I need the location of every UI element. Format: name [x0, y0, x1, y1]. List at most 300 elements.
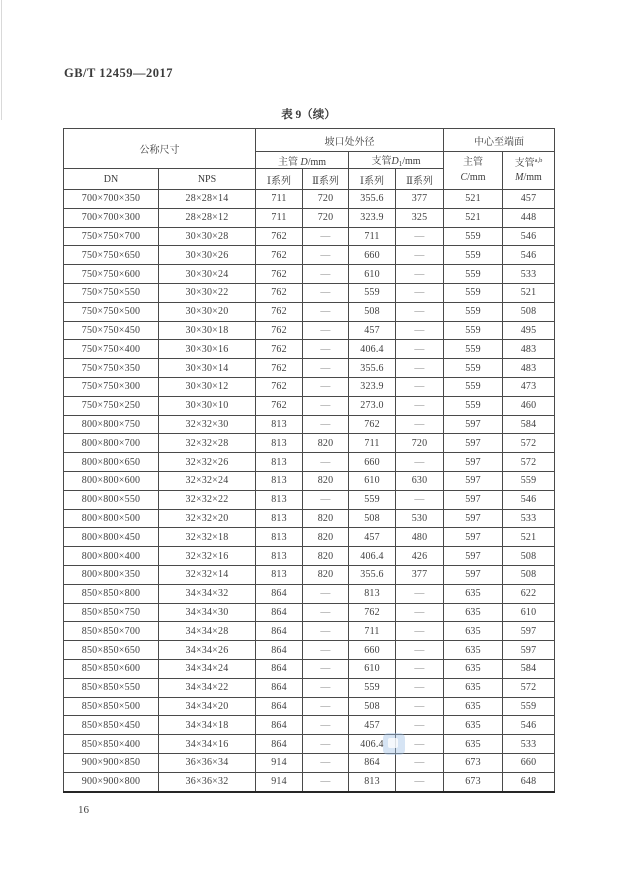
cell-dn: 850×850×450 — [64, 716, 159, 735]
cell-main-d-series2: — — [303, 678, 349, 697]
cell-main-d-series2: 820 — [303, 528, 349, 547]
cell-branch-d-series1: 406.4 — [349, 340, 396, 359]
cell-branch-m: 660 — [503, 753, 555, 772]
cell-nps: 34×34×18 — [159, 716, 256, 735]
cell-branch-d-series1: 355.6 — [349, 359, 396, 378]
cell-dn: 750×750×550 — [64, 283, 159, 302]
cell-branch-d-series2: — — [396, 302, 444, 321]
table-header — [64, 129, 555, 190]
cell-main-d-series2: — — [303, 603, 349, 622]
table-row — [64, 603, 555, 622]
cell-branch-d-series2: 720 — [396, 434, 444, 453]
cell-nps: 30×30×24 — [159, 265, 256, 284]
cell-dn: 700×700×300 — [64, 208, 159, 227]
cell-branch-d-series1: 813 — [349, 772, 396, 791]
cell-main-c: 559 — [444, 359, 503, 378]
branch-m-footnote-marker: a,b — [534, 156, 543, 164]
cell-dn: 900×900×800 — [64, 772, 159, 791]
table-row — [64, 471, 555, 490]
cell-branch-d-series2: — — [396, 678, 444, 697]
cell-main-d-series2: 820 — [303, 547, 349, 566]
cell-branch-d-series2: — — [396, 603, 444, 622]
cell-main-c: 635 — [444, 622, 503, 641]
cell-branch-m: 508 — [503, 547, 555, 566]
table-row — [64, 678, 555, 697]
table-row — [64, 190, 555, 209]
cell-dn: 750×750×600 — [64, 265, 159, 284]
cell-nps: 28×28×14 — [159, 190, 256, 209]
cell-main-d-series2: — — [303, 622, 349, 641]
cell-dn: 800×800×550 — [64, 490, 159, 509]
cell-branch-d-series1: 660 — [349, 453, 396, 472]
cell-branch-d-series2: — — [396, 584, 444, 603]
cell-nps: 32×32×28 — [159, 434, 256, 453]
header-nominal-size: 公称尺寸 — [64, 129, 256, 169]
cell-branch-m: 572 — [503, 434, 555, 453]
cell-main-d-series1: 762 — [256, 265, 303, 284]
cell-branch-d-series2: 530 — [396, 509, 444, 528]
cell-nps: 30×30×18 — [159, 321, 256, 340]
cell-branch-d-series1: 762 — [349, 603, 396, 622]
cell-branch-m: 460 — [503, 396, 555, 415]
cell-branch-d-series1: 864 — [349, 753, 396, 772]
cell-dn: 800×800×350 — [64, 565, 159, 584]
cell-main-d-series1: 813 — [256, 434, 303, 453]
main-pipe-label: 主管 — [463, 157, 483, 168]
cell-nps: 32×32×22 — [159, 490, 256, 509]
cell-main-d-series2: 720 — [303, 190, 349, 209]
cell-branch-m: 622 — [503, 584, 555, 603]
cell-main-d-series1: 813 — [256, 509, 303, 528]
cell-main-d-series1: 762 — [256, 302, 303, 321]
cell-main-d-series2: — — [303, 283, 349, 302]
m-variable: M — [515, 172, 524, 183]
cell-main-c: 559 — [444, 321, 503, 340]
cell-branch-d-series2: — — [396, 490, 444, 509]
cell-nps: 34×34×26 — [159, 641, 256, 660]
cell-branch-m: 533 — [503, 265, 555, 284]
cell-branch-m: 648 — [503, 772, 555, 791]
cell-main-c: 559 — [444, 227, 503, 246]
cell-branch-d-series2: — — [396, 641, 444, 660]
cell-branch-d-series1: 813 — [349, 584, 396, 603]
cell-nps: 32×32×16 — [159, 547, 256, 566]
cell-branch-d-series2: — — [396, 659, 444, 678]
cell-nps: 34×34×24 — [159, 659, 256, 678]
cell-branch-d-series1: 406.4 — [349, 735, 396, 754]
cell-branch-m: 584 — [503, 659, 555, 678]
cell-branch-d-series1: 559 — [349, 283, 396, 302]
table-row — [64, 396, 555, 415]
cell-branch-d-series1: 559 — [349, 678, 396, 697]
cell-dn: 850×850×650 — [64, 641, 159, 660]
table-row — [64, 528, 555, 547]
header-branch-d-series2: Ⅱ系列 — [396, 169, 444, 190]
cell-main-c: 559 — [444, 340, 503, 359]
cell-main-d-series2: — — [303, 716, 349, 735]
cell-branch-d-series1: 406.4 — [349, 547, 396, 566]
cell-branch-d-series2: 377 — [396, 565, 444, 584]
cell-main-d-series1: 864 — [256, 603, 303, 622]
table-row — [64, 208, 555, 227]
cell-nps: 34×34×30 — [159, 603, 256, 622]
cell-main-c: 559 — [444, 396, 503, 415]
cell-dn: 850×850×750 — [64, 603, 159, 622]
cell-branch-d-series2: 377 — [396, 190, 444, 209]
d-variable: D — [391, 156, 399, 167]
dimension-table — [63, 128, 555, 793]
cell-main-d-series2: — — [303, 453, 349, 472]
cell-main-d-series2: — — [303, 396, 349, 415]
cell-dn: 850×850×400 — [64, 735, 159, 754]
table-row — [64, 340, 555, 359]
cell-branch-d-series2: — — [396, 246, 444, 265]
cell-main-d-series1: 813 — [256, 415, 303, 434]
cell-main-c: 597 — [444, 415, 503, 434]
cell-branch-d-series2: — — [396, 340, 444, 359]
cell-dn: 850×850×500 — [64, 697, 159, 716]
cell-branch-d-series2: — — [396, 396, 444, 415]
cell-main-d-series1: 711 — [256, 208, 303, 227]
cell-branch-m: 546 — [503, 246, 555, 265]
table-row — [64, 716, 555, 735]
cell-main-d-series2: — — [303, 302, 349, 321]
table-row — [64, 735, 555, 754]
cell-branch-m: 508 — [503, 565, 555, 584]
cell-dn: 850×850×600 — [64, 659, 159, 678]
cell-main-c: 635 — [444, 603, 503, 622]
cell-dn: 800×800×650 — [64, 453, 159, 472]
cell-main-d-series2: — — [303, 772, 349, 791]
cell-branch-d-series2: — — [396, 359, 444, 378]
cell-branch-d-series1: 508 — [349, 697, 396, 716]
table-row — [64, 265, 555, 284]
cell-main-c: 597 — [444, 453, 503, 472]
cell-branch-d-series2: — — [396, 697, 444, 716]
cell-main-d-series1: 914 — [256, 772, 303, 791]
header-groove-od: 坡口处外径 — [256, 129, 444, 152]
table-row — [64, 659, 555, 678]
cell-main-c: 597 — [444, 547, 503, 566]
c-variable: C — [460, 171, 468, 183]
cell-main-d-series1: 762 — [256, 283, 303, 302]
table-title: 表 9（续） — [281, 109, 336, 121]
cell-main-d-series2: — — [303, 265, 349, 284]
table-row — [64, 772, 555, 791]
unit-label: /mm — [402, 156, 421, 167]
branch-pipe-label: 支管 — [514, 157, 535, 169]
cell-main-d-series1: 813 — [256, 490, 303, 509]
cell-branch-m: 521 — [503, 528, 555, 547]
table-row — [64, 584, 555, 603]
header-dn: DN — [64, 169, 159, 190]
cell-nps: 30×30×16 — [159, 340, 256, 359]
table-row — [64, 453, 555, 472]
cell-dn: 800×800×700 — [64, 434, 159, 453]
cell-main-c: 635 — [444, 716, 503, 735]
unit-label: /mm — [467, 171, 486, 183]
cell-branch-d-series1: 660 — [349, 246, 396, 265]
cell-main-d-series1: 762 — [256, 227, 303, 246]
cell-main-d-series2: — — [303, 359, 349, 378]
cell-branch-d-series1: 323.9 — [349, 208, 396, 227]
cell-main-c: 521 — [444, 208, 503, 227]
table-row — [64, 565, 555, 584]
cell-dn: 800×800×600 — [64, 471, 159, 490]
cell-main-c: 635 — [444, 584, 503, 603]
cell-dn: 750×750×500 — [64, 302, 159, 321]
cell-branch-d-series1: 457 — [349, 321, 396, 340]
cell-branch-m: 495 — [503, 321, 555, 340]
cell-branch-m: 457 — [503, 190, 555, 209]
table-row — [64, 415, 555, 434]
cell-branch-m: 572 — [503, 678, 555, 697]
cell-main-c: 559 — [444, 302, 503, 321]
cell-branch-d-series2: — — [396, 377, 444, 396]
cell-branch-m: 559 — [503, 471, 555, 490]
cell-main-d-series2: — — [303, 415, 349, 434]
cell-main-d-series2: 820 — [303, 434, 349, 453]
cell-branch-m: 584 — [503, 415, 555, 434]
cell-main-d-series1: 864 — [256, 584, 303, 603]
cell-main-d-series2: — — [303, 641, 349, 660]
cell-main-d-series1: 711 — [256, 190, 303, 209]
cell-branch-d-series1: 355.6 — [349, 190, 396, 209]
cell-branch-d-series1: 610 — [349, 265, 396, 284]
table-row — [64, 283, 555, 302]
table-row — [64, 246, 555, 265]
cell-branch-d-series2: — — [396, 622, 444, 641]
table-row — [64, 434, 555, 453]
cell-dn: 800×800×500 — [64, 509, 159, 528]
cell-main-d-series2: — — [303, 246, 349, 265]
cell-branch-d-series1: 610 — [349, 471, 396, 490]
cell-nps: 30×30×10 — [159, 396, 256, 415]
cell-branch-d-series1: 508 — [349, 302, 396, 321]
cell-dn: 750×750×250 — [64, 396, 159, 415]
cell-main-d-series2: — — [303, 659, 349, 678]
cell-main-d-series1: 864 — [256, 697, 303, 716]
cell-main-d-series1: 813 — [256, 565, 303, 584]
cell-main-d-series1: 813 — [256, 453, 303, 472]
unit-label: /mm — [307, 156, 327, 168]
cell-main-c: 673 — [444, 753, 503, 772]
cell-branch-d-series2: — — [396, 265, 444, 284]
cell-nps: 34×34×32 — [159, 584, 256, 603]
cell-dn: 700×700×350 — [64, 190, 159, 209]
table-row — [64, 547, 555, 566]
cell-main-d-series2: — — [303, 697, 349, 716]
cell-branch-d-series2: — — [396, 772, 444, 791]
cell-branch-m: 546 — [503, 716, 555, 735]
cell-branch-m: 448 — [503, 208, 555, 227]
cell-main-d-series2: — — [303, 584, 349, 603]
cell-nps: 30×30×12 — [159, 377, 256, 396]
cell-nps: 34×34×22 — [159, 678, 256, 697]
cell-dn: 850×850×800 — [64, 584, 159, 603]
cell-main-c: 521 — [444, 190, 503, 209]
cell-nps: 34×34×20 — [159, 697, 256, 716]
cell-dn: 800×800×750 — [64, 415, 159, 434]
standard-code: GB/T 12459—2017 — [64, 66, 174, 80]
cell-dn: 900×900×850 — [64, 753, 159, 772]
cell-branch-d-series1: 559 — [349, 490, 396, 509]
cell-branch-d-series2: — — [396, 227, 444, 246]
cell-main-d-series1: 914 — [256, 753, 303, 772]
cell-dn: 750×750×450 — [64, 321, 159, 340]
cell-dn: 750×750×400 — [64, 340, 159, 359]
cell-main-d-series1: 762 — [256, 246, 303, 265]
cell-branch-m: 533 — [503, 735, 555, 754]
header-branch-d1 — [349, 152, 444, 169]
cell-main-d-series2: — — [303, 753, 349, 772]
cell-main-d-series1: 864 — [256, 622, 303, 641]
cell-main-d-series1: 762 — [256, 321, 303, 340]
cell-dn: 850×850×550 — [64, 678, 159, 697]
cell-nps: 30×30×20 — [159, 302, 256, 321]
table-row — [64, 490, 555, 509]
cell-main-c: 673 — [444, 772, 503, 791]
cell-main-d-series2: — — [303, 377, 349, 396]
cell-nps: 34×34×28 — [159, 622, 256, 641]
watermark-icon — [383, 733, 405, 755]
cell-branch-m: 533 — [503, 509, 555, 528]
cell-branch-d-series2: 325 — [396, 208, 444, 227]
cell-branch-d-series1: 457 — [349, 528, 396, 547]
cell-main-c: 559 — [444, 283, 503, 302]
table-row — [64, 509, 555, 528]
header-main-d — [256, 152, 349, 169]
cell-main-d-series2: — — [303, 490, 349, 509]
cell-branch-m: 473 — [503, 377, 555, 396]
table-row — [64, 622, 555, 641]
cell-branch-d-series2: — — [396, 453, 444, 472]
cell-nps: 30×30×26 — [159, 246, 256, 265]
cell-nps: 36×36×32 — [159, 772, 256, 791]
d-variable: D — [300, 156, 308, 168]
cell-main-d-series1: 762 — [256, 340, 303, 359]
table-body — [64, 190, 555, 792]
table-row — [64, 697, 555, 716]
cell-main-d-series1: 864 — [256, 678, 303, 697]
cell-main-d-series1: 762 — [256, 377, 303, 396]
cell-main-c: 597 — [444, 509, 503, 528]
header-main-d-series2: Ⅱ系列 — [303, 169, 349, 190]
table-row — [64, 359, 555, 378]
cell-main-d-series1: 864 — [256, 641, 303, 660]
cell-branch-m: 597 — [503, 641, 555, 660]
cell-main-c: 635 — [444, 659, 503, 678]
page-number: 16 — [78, 804, 89, 816]
cell-main-c: 597 — [444, 528, 503, 547]
cell-main-d-series2: 820 — [303, 471, 349, 490]
branch-pipe-label: 支管 — [371, 156, 392, 167]
cell-branch-d-series2: — — [396, 321, 444, 340]
cell-dn: 750×750×700 — [64, 227, 159, 246]
cell-main-c: 635 — [444, 678, 503, 697]
cell-dn: 750×750×650 — [64, 246, 159, 265]
table-row — [64, 321, 555, 340]
cell-main-c: 559 — [444, 377, 503, 396]
cell-branch-m: 546 — [503, 227, 555, 246]
cell-branch-d-series2: — — [396, 415, 444, 434]
cell-branch-d-series1: 762 — [349, 415, 396, 434]
cell-main-c: 559 — [444, 246, 503, 265]
table-row — [64, 641, 555, 660]
cell-main-c: 597 — [444, 490, 503, 509]
cell-branch-d-series2: — — [396, 753, 444, 772]
cell-nps: 36×36×34 — [159, 753, 256, 772]
cell-branch-m: 508 — [503, 302, 555, 321]
cell-main-d-series2: 820 — [303, 509, 349, 528]
unit-label: /mm — [523, 172, 542, 183]
cell-branch-d-series1: 711 — [349, 434, 396, 453]
cell-main-d-series2: — — [303, 227, 349, 246]
cell-main-c: 635 — [444, 697, 503, 716]
cell-nps: 32×32×18 — [159, 528, 256, 547]
cell-main-c: 635 — [444, 641, 503, 660]
cell-branch-m: 572 — [503, 453, 555, 472]
cell-main-c: 597 — [444, 434, 503, 453]
cell-nps: 28×28×12 — [159, 208, 256, 227]
cell-branch-m: 483 — [503, 359, 555, 378]
cell-branch-d-series2: 480 — [396, 528, 444, 547]
cell-main-c: 559 — [444, 265, 503, 284]
cell-branch-d-series1: 711 — [349, 227, 396, 246]
cell-branch-d-series2: — — [396, 716, 444, 735]
cell-branch-d-series1: 273.0 — [349, 396, 396, 415]
cell-main-d-series1: 864 — [256, 659, 303, 678]
cell-branch-d-series1: 323.9 — [349, 377, 396, 396]
cell-nps: 32×32×30 — [159, 415, 256, 434]
cell-main-d-series2: — — [303, 340, 349, 359]
cell-main-d-series1: 864 — [256, 735, 303, 754]
cell-main-c: 597 — [444, 471, 503, 490]
cell-nps: 34×34×16 — [159, 735, 256, 754]
table-row — [64, 753, 555, 772]
cell-nps: 32×32×14 — [159, 565, 256, 584]
cell-nps: 32×32×26 — [159, 453, 256, 472]
cell-main-d-series2: 820 — [303, 565, 349, 584]
cell-nps: 30×30×22 — [159, 283, 256, 302]
cell-nps: 30×30×14 — [159, 359, 256, 378]
cell-branch-d-series1: 508 — [349, 509, 396, 528]
cell-main-d-series2: — — [303, 735, 349, 754]
cell-main-d-series1: 864 — [256, 716, 303, 735]
scan-edge-artifact — [1, 0, 2, 120]
cell-nps: 32×32×24 — [159, 471, 256, 490]
table-row — [64, 227, 555, 246]
cell-main-d-series1: 762 — [256, 359, 303, 378]
header-main-c — [444, 152, 503, 190]
header-nps: NPS — [159, 169, 256, 190]
cell-main-d-series1: 813 — [256, 528, 303, 547]
cell-nps: 30×30×28 — [159, 227, 256, 246]
cell-nps: 32×32×20 — [159, 509, 256, 528]
cell-branch-d-series2: — — [396, 283, 444, 302]
cell-main-d-series1: 813 — [256, 471, 303, 490]
cell-dn: 750×750×300 — [64, 377, 159, 396]
cell-branch-d-series2: 630 — [396, 471, 444, 490]
header-branch-m — [503, 152, 555, 190]
cell-main-d-series2: 720 — [303, 208, 349, 227]
cell-branch-m: 521 — [503, 283, 555, 302]
table-row — [64, 377, 555, 396]
cell-main-d-series1: 813 — [256, 547, 303, 566]
cell-dn: 850×850×700 — [64, 622, 159, 641]
table-row — [64, 302, 555, 321]
cell-branch-d-series1: 355.6 — [349, 565, 396, 584]
